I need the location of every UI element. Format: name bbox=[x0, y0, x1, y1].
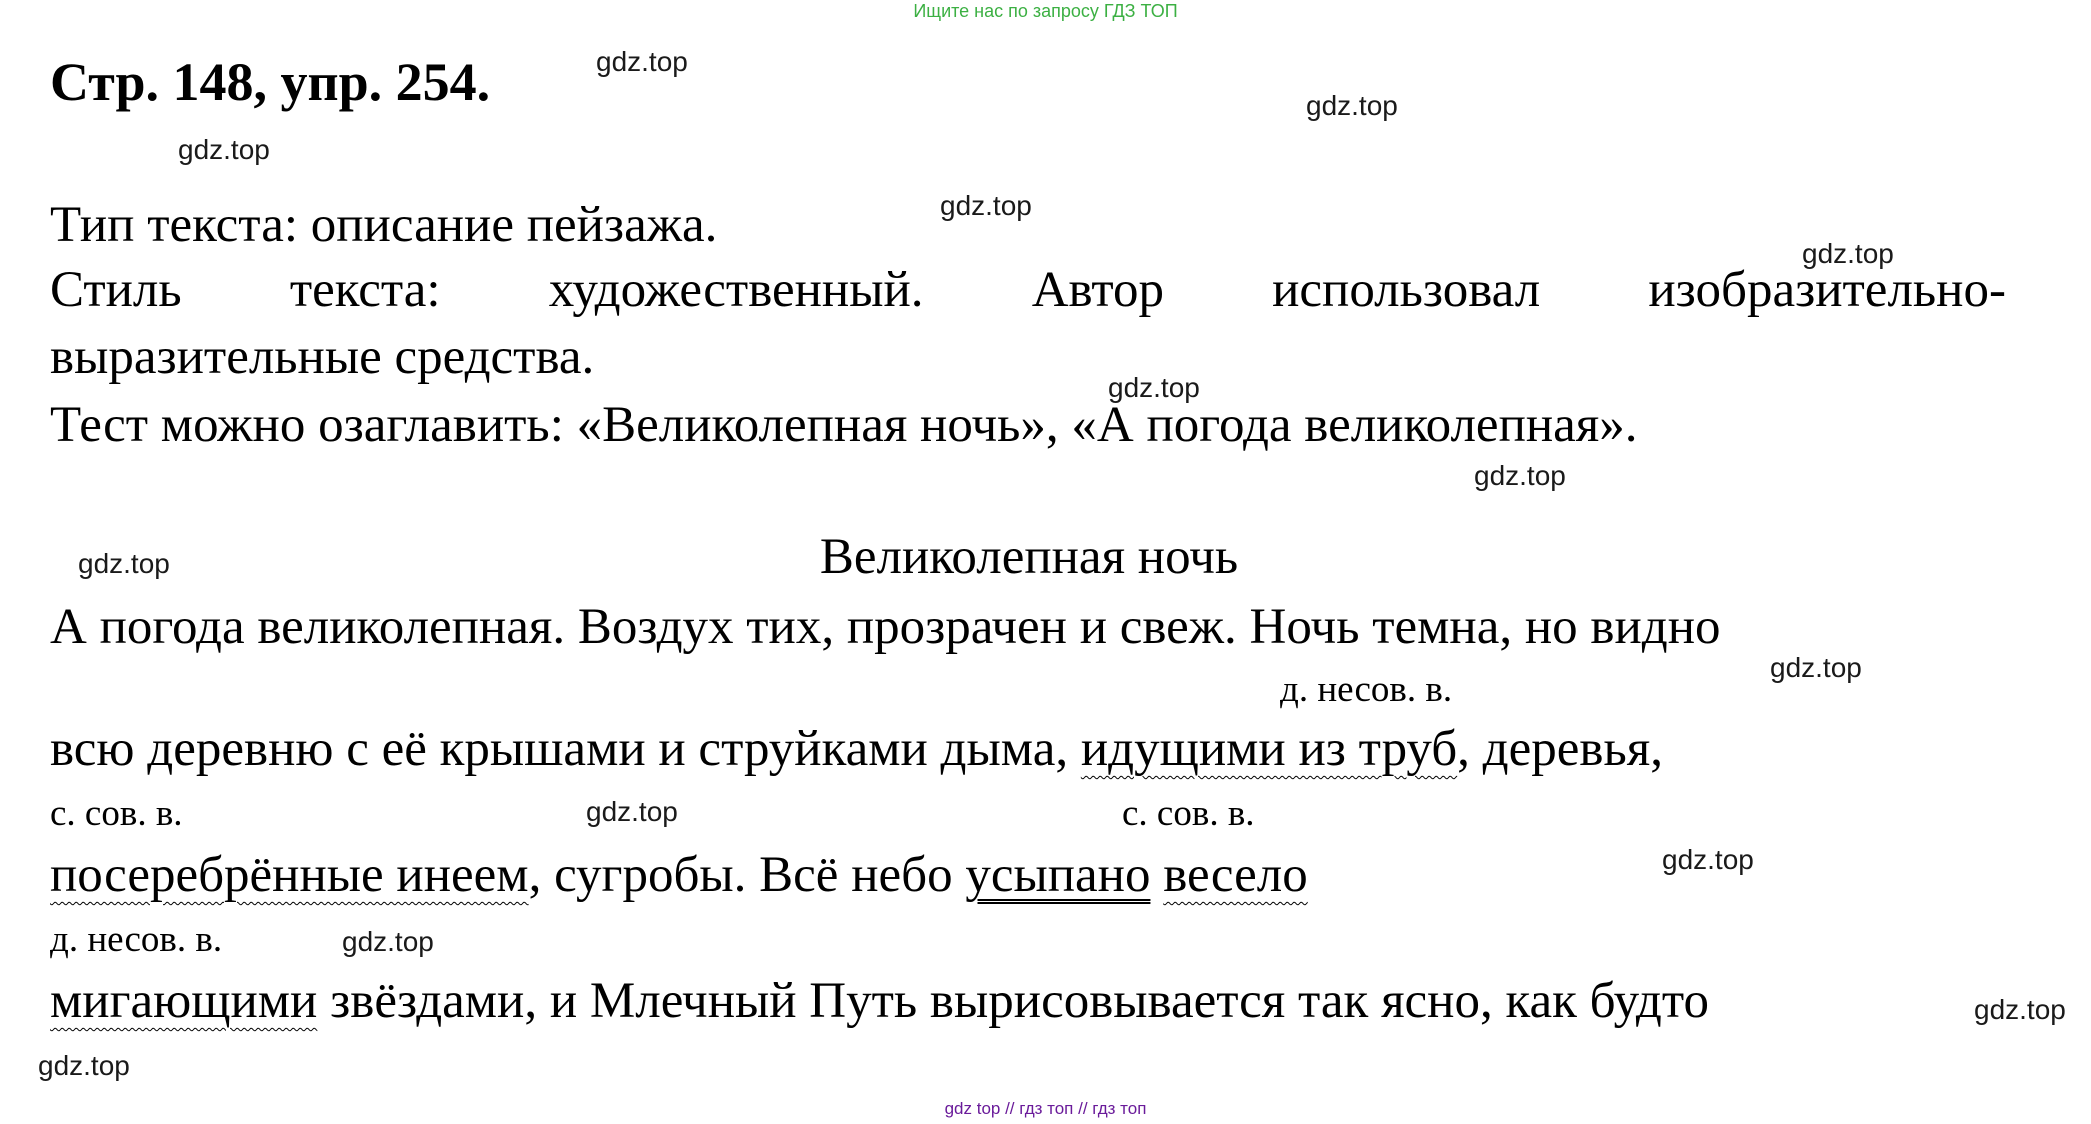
participle-phrase: посеребрённые инеем bbox=[50, 847, 529, 903]
word: изобразительно- bbox=[1648, 262, 2006, 318]
watermark: gdz.top bbox=[38, 1050, 130, 1081]
predicate: усыпано bbox=[965, 847, 1151, 903]
paragraph-line-2 bbox=[50, 718, 1663, 780]
participle-phrase: идущими из труб bbox=[1080, 721, 1458, 777]
paragraph-line-3 bbox=[50, 844, 1308, 906]
word: Стиль bbox=[50, 262, 182, 318]
watermark: gdz.top bbox=[1770, 652, 1862, 683]
word: Автор bbox=[1031, 262, 1164, 318]
text-style-line bbox=[50, 259, 2006, 321]
grammar-label: д. несов. в. bbox=[50, 919, 223, 960]
word: использовал bbox=[1272, 262, 1541, 318]
watermark: gdz.top bbox=[1474, 460, 1566, 491]
watermark: gdz.top bbox=[78, 548, 170, 579]
paragraph-line-4 bbox=[50, 970, 1709, 1032]
text-style-line-2: выразительные средства. bbox=[50, 329, 595, 385]
grammar-label: с. сов. в. bbox=[1122, 793, 1255, 834]
text-type-line: Тип текста: описание пейзажа. bbox=[50, 197, 718, 253]
watermark: gdz.top bbox=[940, 190, 1032, 221]
participle-word: весело bbox=[1163, 847, 1308, 903]
word: художественный. bbox=[548, 262, 924, 318]
text-fragment: всю деревню с её крышами и струйками дыма, bbox=[50, 721, 1081, 777]
story-title: Великолепная ночь bbox=[819, 529, 1239, 585]
title-suggestion-line: Тест можно озаглавить: «Великолепная ночь», «А погода великолепная». bbox=[50, 397, 1638, 453]
watermark: gdz.top bbox=[178, 134, 270, 165]
grammar-label: д. несов. в. bbox=[1280, 669, 1453, 710]
watermark: gdz.top bbox=[1802, 238, 1894, 269]
text-fragment: звёздами, и Млечный Путь вырисовывается так ясно, как будто bbox=[317, 973, 1709, 1029]
watermark: gdz.top bbox=[1662, 844, 1754, 875]
watermark: gdz.top bbox=[1974, 994, 2066, 1025]
watermark: gdz.top bbox=[586, 796, 678, 827]
page-title: Стр. 148, упр. 254. bbox=[50, 52, 491, 112]
text-fragment: , сугробы. Всё небо bbox=[528, 847, 966, 903]
footer-watermark: gdz top // гдз топ // гдз топ bbox=[944, 1099, 1147, 1118]
watermark: gdz.top bbox=[342, 926, 434, 957]
word: текста: bbox=[289, 262, 441, 318]
watermark: gdz.top bbox=[596, 46, 688, 77]
grammar-label: с. сов. в. bbox=[50, 793, 183, 834]
watermark: gdz.top bbox=[1306, 90, 1398, 121]
top-banner: Ищите нас по запросу ГДЗ ТОП bbox=[913, 1, 1178, 21]
paragraph-line-1: А погода великолепная. Воздух тих, прозрачен и свеж. Ночь темна, но видно bbox=[50, 599, 1721, 655]
text-fragment: , деревья, bbox=[1457, 721, 1663, 777]
watermark: gdz.top bbox=[1108, 372, 1200, 403]
participle-word: мигающими bbox=[50, 973, 318, 1029]
text-fragment bbox=[1150, 847, 1163, 903]
